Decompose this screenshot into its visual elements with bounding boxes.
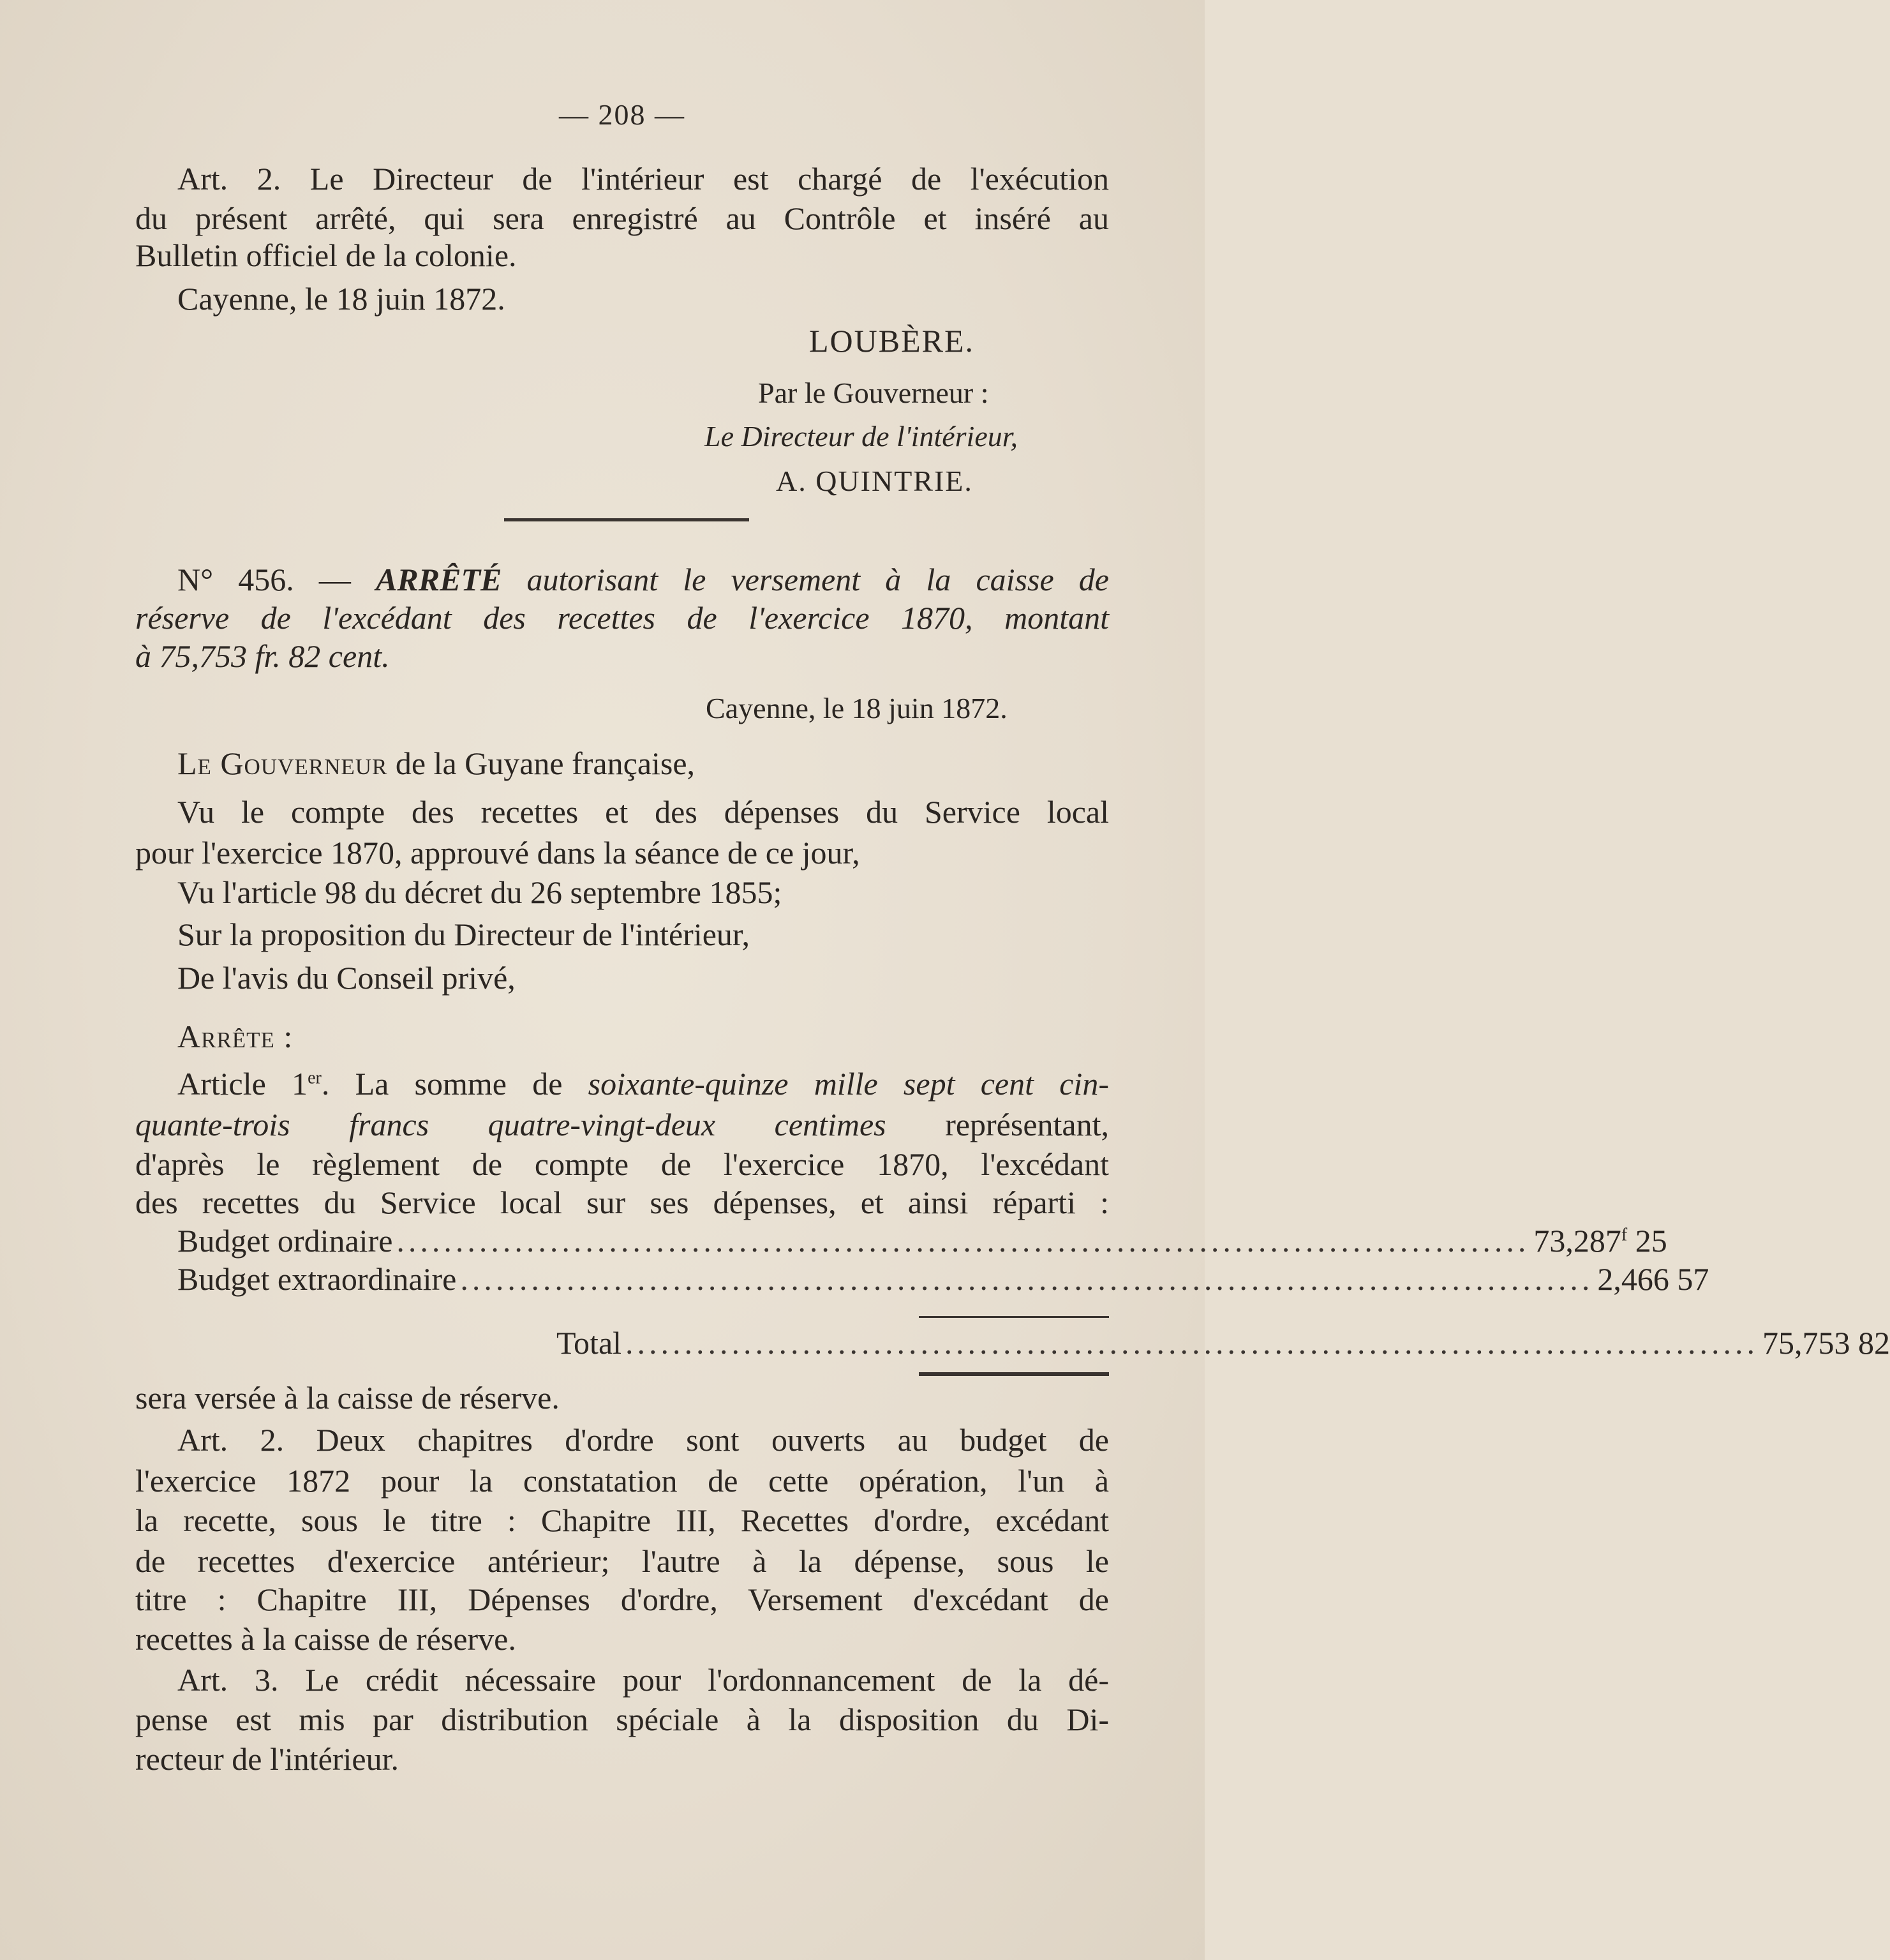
- text-line: Art. 3. Le crédit nécessaire pour l'ordonnancement de la dé-: [177, 1662, 1109, 1698]
- text-line: [135, 743, 1109, 784]
- budget-label: Budget extraordinaire: [177, 1261, 457, 1297]
- leader-dots: ................................................................................................: [625, 1325, 1759, 1361]
- decree-title-line: réserve de l'excédant des recettes de l'exercice 1870, montant: [135, 600, 1109, 636]
- decree-title-line: à 75,753 fr. 82 cent.: [135, 638, 390, 674]
- budget-amount: [1533, 1220, 1667, 1261]
- decree-title-line: [135, 559, 1109, 600]
- text-line: De l'avis du Conseil privé,: [177, 960, 516, 996]
- text-line: Bulletin officiel de la colonie.: [135, 237, 517, 273]
- gouverneur-label: Le Gouverneur: [177, 745, 388, 781]
- date-line: Cayenne, le 18 juin 1872.: [177, 281, 505, 317]
- amount-francs: 75,753: [1762, 1325, 1850, 1361]
- text-line: Sur la proposition du Directeur de l'intérieur,: [177, 916, 750, 952]
- quintrie-signature: A. QUINTRIE.: [776, 465, 973, 497]
- text-line: titre : Chapitre III, Dépenses d'ordre, Versement d'excédant de: [135, 1582, 1109, 1617]
- sum-rule: [919, 1316, 1109, 1318]
- text-line: pour l'exercice 1870, approuvé dans la séance de ce jour,: [135, 835, 860, 871]
- text-line: [135, 1063, 1109, 1104]
- decree-number: N° 456. —: [177, 562, 376, 597]
- article-mid: . La somme de: [321, 1066, 588, 1102]
- arrete-heading: Arrête :: [177, 1019, 294, 1054]
- total-label: Total: [556, 1325, 622, 1361]
- text-line: Vu le compte des recettes et des dépenses du Service local: [177, 794, 1109, 830]
- budget-row: [177, 1220, 1667, 1261]
- budget-row: [177, 1259, 1709, 1299]
- budget-label: Budget ordinaire: [177, 1223, 393, 1259]
- gouverneur-rest: de la Guyane française,: [387, 745, 696, 781]
- text-line: Vu l'article 98 du décret du 26 septembre 1855;: [177, 874, 782, 910]
- amount-cents: 57: [1677, 1261, 1709, 1297]
- text-line: d'après le règlement de compte de l'exercice 1870, l'excédant: [135, 1146, 1109, 1182]
- article-italic: soixante-quinze mille sept cent cin-: [588, 1066, 1109, 1102]
- text-line: [135, 1104, 1109, 1145]
- amount-francs: 2,466: [1597, 1261, 1669, 1297]
- amount-cents: 82: [1858, 1325, 1890, 1361]
- amount-francs: 73,287: [1533, 1223, 1621, 1259]
- decree-title-text: autorisant le versement à la caisse de: [502, 562, 1109, 597]
- article-italic: quante-trois francs quatre-vingt-deux centimes: [135, 1107, 886, 1142]
- text-line: Art. 2. Deux chapitres d'ordre sont ouverts au budget de: [177, 1422, 1109, 1458]
- leader-dots: ................................................................................................: [396, 1223, 1530, 1259]
- text-line: pense est mis par distribution spéciale à la disposition du Di-: [135, 1702, 1109, 1737]
- page-number: — 208 —: [559, 98, 685, 131]
- signature-name: LOUBÈRE.: [809, 323, 975, 359]
- text-line: recettes à la caisse de réserve.: [135, 1621, 516, 1657]
- total-amount: [1762, 1322, 1890, 1363]
- text-line: sera versée à la caisse de réserve.: [135, 1380, 560, 1416]
- decree-arrete: ARRÊTÉ: [376, 562, 502, 597]
- text-line: Art. 2. Le Directeur de l'intérieur est chargé de l'exécution: [177, 161, 1109, 197]
- text-line: la recette, sous le titre : Chapitre III, Recettes d'ordre, excédant: [135, 1502, 1109, 1538]
- article-label: Article 1: [177, 1066, 308, 1102]
- text-line: recteur de l'intérieur.: [135, 1741, 399, 1777]
- text-line: des recettes du Service local sur ses dépenses, et ainsi réparti :: [135, 1185, 1109, 1220]
- par-le-gouverneur: Par le Gouverneur :: [758, 377, 989, 409]
- amount-franc-mark: f: [1621, 1225, 1628, 1245]
- article-sup: er: [308, 1068, 322, 1088]
- leader-dots: ................................................................................................: [460, 1261, 1594, 1297]
- total-row: [556, 1322, 1890, 1363]
- amount-cents: 25: [1635, 1223, 1667, 1259]
- budget-amount: [1597, 1259, 1709, 1299]
- text-line: du présent arrêté, qui sera enregistré au Contrôle et inséré au: [135, 200, 1109, 236]
- directeur-title: Le Directeur de l'intérieur,: [704, 420, 1018, 453]
- text-line: de recettes d'exercice antérieur; l'autre à la dépense, sous le: [135, 1543, 1109, 1579]
- total-rule: [919, 1372, 1109, 1376]
- article-rest: représentant,: [886, 1107, 1110, 1142]
- text-line: l'exercice 1872 pour la constatation de cette opération, l'un à: [135, 1463, 1109, 1499]
- section-divider: [504, 518, 749, 521]
- decree-date: Cayenne, le 18 juin 1872.: [706, 692, 1008, 724]
